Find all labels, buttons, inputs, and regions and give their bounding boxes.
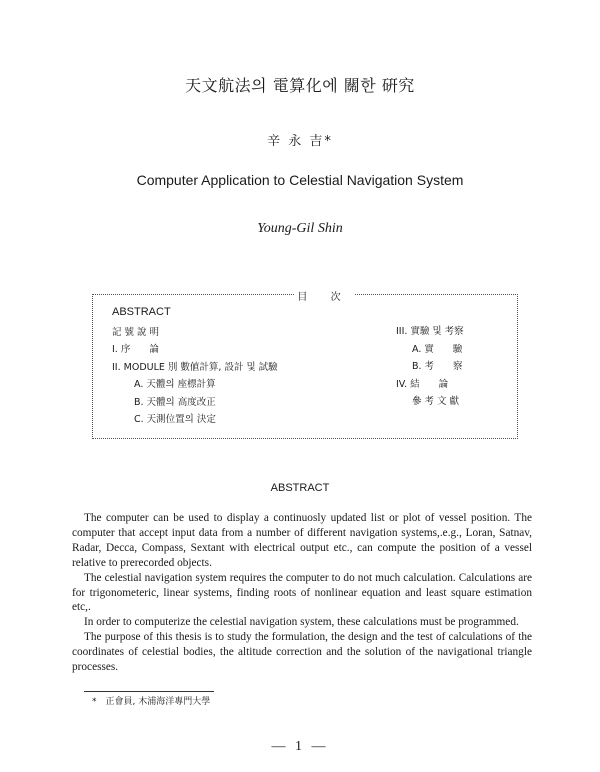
toc-item: C. 天測位置의 決定 [134,414,216,425]
toc-item: IV. 結 論 [396,378,449,390]
abstract-paragraph: The purpose of this thesis is to study the formulation, the design and the test of calculations of the coordinates of celestial bodies, the altitude correction and the solution of the navigational triangle processes. [72,631,532,674]
toc-left-column [112,306,278,429]
toc-item: 記 號 說 明 [112,326,160,338]
toc-item: 參 考 文 獻 [412,396,460,407]
abstract-heading: ABSTRACT [270,482,330,494]
abstract-paragraph: The computer can be used to display a continuosly updated list or plot of vessel position. The computer that accept input data from a number of different navigation systems,.e.g., Loran, Satnav, Radar, Decca, Compass, Sextant with electrical output etc., can compute the position of a vessel relative to prerecorded objects. [72,512,532,569]
paper-title-english: Computer Application to Celestial Navigation System [136,172,464,188]
toc-item: B. 天體의 高度改正 [134,396,216,408]
toc-item: ABSTRACT [112,306,171,318]
toc-item: I. 序 論 [112,344,159,355]
toc-heading: 目 次 [294,288,354,303]
toc-item: II. MODULE 別 數値計算, 設計 및 試驗 [112,361,278,373]
toc-right-column [396,323,464,411]
toc-item: B. 考 察 [412,361,463,372]
toc-item: A. 天體의 座標計算 [134,379,216,390]
page-number: — 1 — [271,739,329,754]
abstract-body [72,511,532,675]
footnote-rule [84,691,214,692]
abstract-paragraph: The celestial navigation system requires the computer to do not much calculation. Calculations are for trigonometeric, linear systems, finding roots of nonlinear equation and least square estimation etc,. [72,571,532,614]
author-english: Young-Gil Shin [257,221,343,236]
author-korean: 辛 永 吉* [267,134,333,149]
abstract-paragraph: In order to computerize the celestial navigation system, these calculations must be programmed. [84,616,519,629]
paper-title-korean: 天文航法의 電算化에 關한 硏究 [185,76,415,95]
toc-item: III. 實驗 및 考察 [396,326,464,337]
footnote: * 正會員, 木浦海洋專門大學 [92,697,211,707]
toc-item: A. 實 驗 [412,343,463,355]
